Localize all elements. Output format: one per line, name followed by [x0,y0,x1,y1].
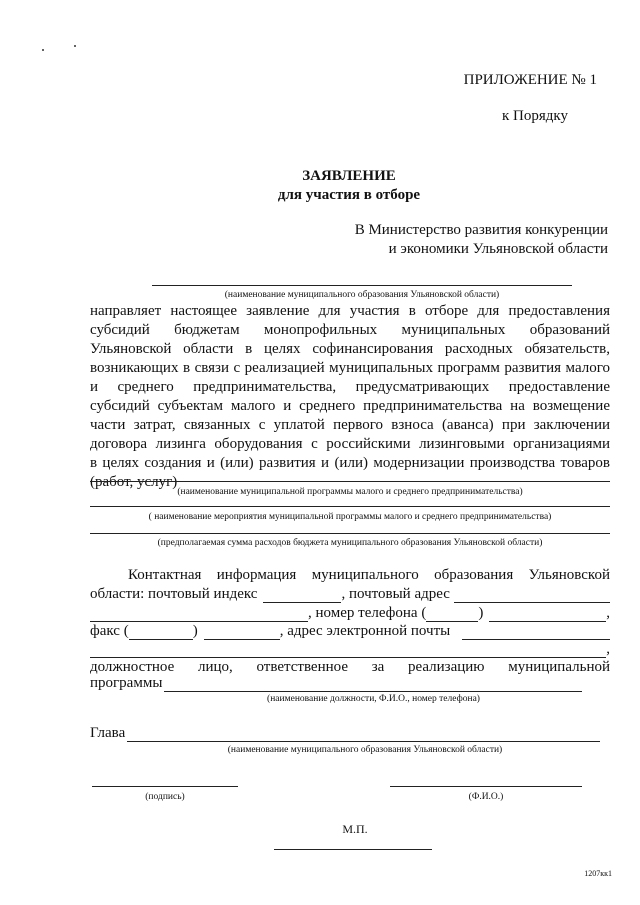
postal-address-continued-field[interactable] [90,606,308,622]
addressee-line-1: В Министерство развития конкуренции [354,222,608,238]
email-field[interactable] [462,624,610,640]
phone-label: , номер телефона ( [308,605,427,621]
body-line: субсидий субъектам малого и среднего предпринимательства на возмещение [90,398,610,414]
postal-row [90,585,610,603]
phone-row [90,604,610,622]
postal-index-label: области: почтовый индекс [90,586,258,602]
program-official-row [90,674,582,692]
full-name-line[interactable] [390,786,582,787]
footer-code: 1207кк1 [584,869,612,878]
addressee-line-2: и экономики Ульяновской области [388,241,608,257]
body-line: в целях создания и (или) развития и (или) модернизации производства товаров [90,455,610,471]
measure-blank-line[interactable] [90,506,610,507]
full-name-caption: (Ф.И.О.) [468,792,504,802]
measure-caption: ( наименование мероприятия муниципальной программы малого и среднего предпринимательства) [148,512,552,522]
head-label: Глава [90,725,126,741]
head-caption: (наименование муниципального образования Ульяновской области) [227,745,503,755]
email-label: , адрес электронной почты [279,623,451,639]
email-continued-row [90,640,610,658]
fax-row [90,622,610,640]
appendix-label: ПРИЛОЖЕНИЕ № 1 [463,72,597,88]
fax-label: факс ( [90,623,129,639]
email-trailing-comma: , [606,641,610,657]
phone-area-code-field[interactable] [426,606,478,622]
official-line: должностное лицо, ответственное за реализацию муниципальной [90,659,610,675]
document-title: ЗАЯВЛЕНИЕ [302,168,396,184]
scan-speck [74,45,76,47]
email-continued-field[interactable] [90,642,606,658]
stamp-place: М.П. [342,822,368,836]
amount-caption: (предполагаемая сумма расходов бюджета муниципального образования Ульяновской области) [157,538,543,548]
official-name-field[interactable] [164,676,582,692]
official-caption: (наименование должности, Ф.И.О., номер телефона) [267,694,480,704]
signature-caption: (подпись) [145,792,185,802]
fax-number-field[interactable] [204,624,280,640]
program-word: программы [90,675,163,691]
program-blank-line[interactable] [90,481,610,482]
signature-line[interactable] [92,786,238,787]
head-row [90,724,600,742]
body-line: договора лизинга оборудования с российскими лизинговыми организациями [90,436,610,452]
body-line: направляет настоящее заявление для участия в отборе для предоставления [90,303,610,319]
contact-intro: Контактная информация муниципального образования Ульяновской [128,567,610,583]
body-line: и среднего предпринимательства, предусматривающих предоставление [90,379,610,395]
document-subtitle: для участия в отборе [277,187,421,203]
municipality-blank-line[interactable] [152,285,572,286]
stamp-line [274,849,432,850]
body-line: части затрат, связанных с уплатой первого взноса (аванса) при заключении [90,417,610,433]
order-reference: к Порядку [502,108,568,124]
scan-speck [42,49,44,51]
head-municipality-field[interactable] [127,726,600,742]
postal-address-field[interactable] [454,587,610,603]
phone-close-paren: ) [478,605,484,621]
fax-close-paren: ) [192,623,198,639]
postal-index-field[interactable] [263,587,341,603]
amount-blank-line[interactable] [90,533,610,534]
body-line: субсидий бюджетам монопрофильных муниципальных образований [90,322,610,338]
body-line: Ульяновской области в целях софинансирования расходных обязательств, [90,341,610,357]
municipality-caption: (наименование муниципального образования Ульяновской области) [224,290,500,300]
fax-area-code-field[interactable] [129,624,193,640]
phone-trailing-comma: , [606,605,610,621]
program-caption: (наименование муниципальной программы малого и среднего предпринимательства) [177,487,523,497]
body-line: возникающих в связи с реализацией муниципальных программ развития малого [90,360,610,376]
phone-number-field[interactable] [489,606,606,622]
body-last-line: (работ, услуг) [90,474,178,490]
postal-address-label: , почтовый адрес [341,586,450,602]
